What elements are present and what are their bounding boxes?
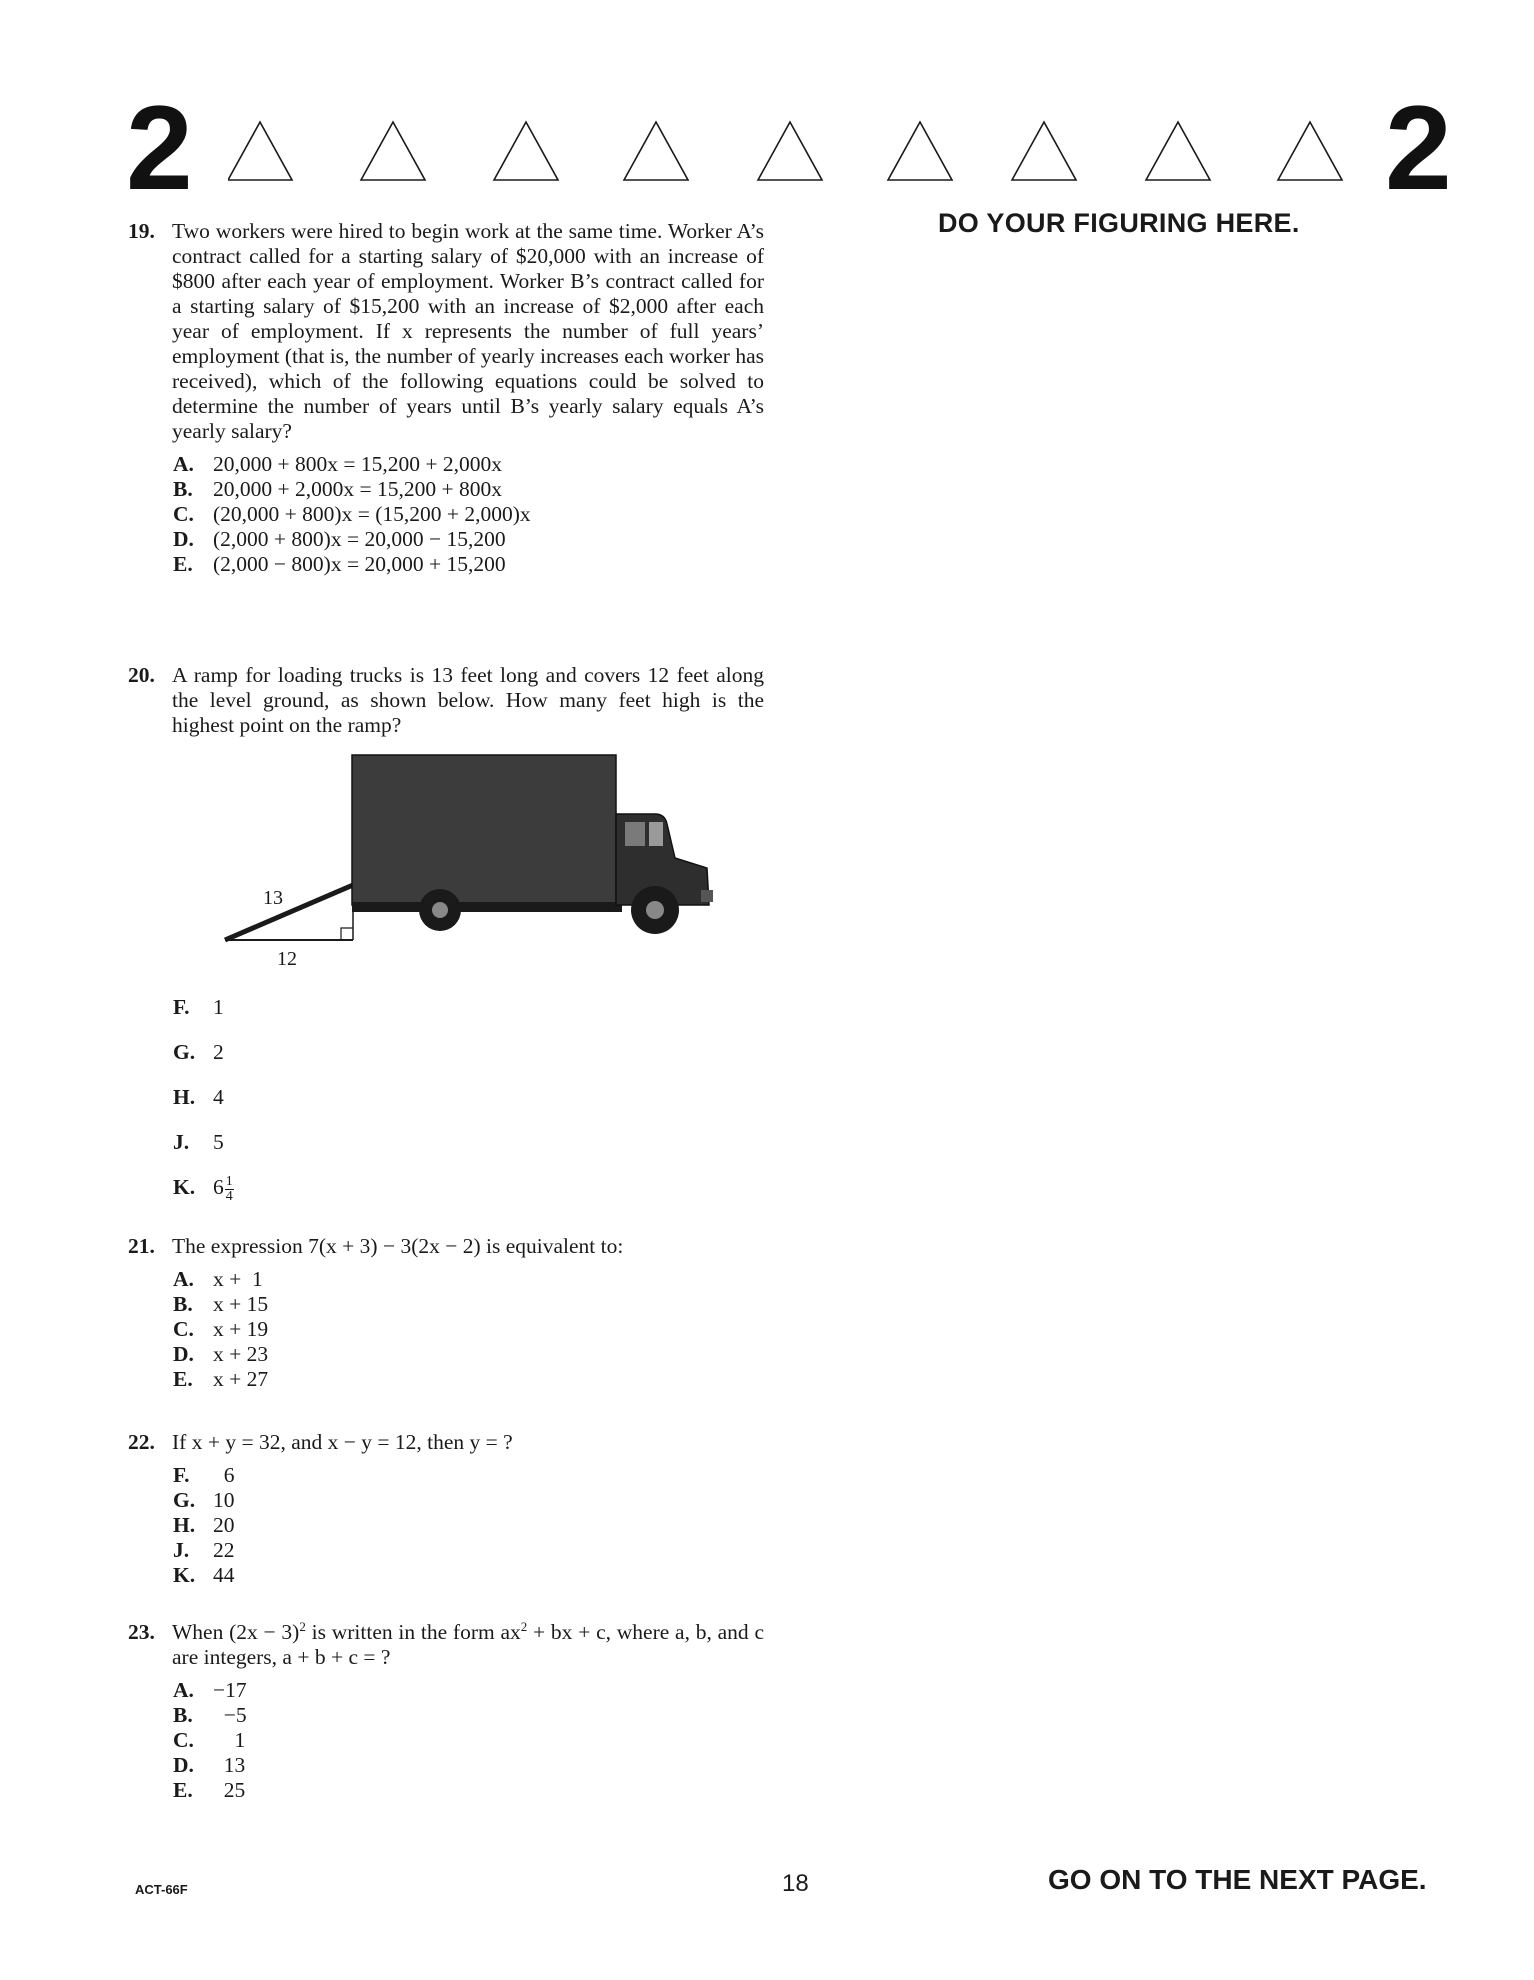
choice-b[interactable]: B. 20,000 + 2,000x = 15,200 + 800x xyxy=(173,477,503,501)
choice-d[interactable]: D. x + 23 xyxy=(173,1342,269,1366)
question-23 xyxy=(128,1620,764,1803)
choice-c[interactable]: C. 1 xyxy=(173,1728,246,1752)
choice-j[interactable]: J. 5 xyxy=(173,1130,224,1154)
choice-f[interactable]: F. 1 xyxy=(173,995,224,1019)
triangle-divider xyxy=(228,118,1358,188)
triangle-icon xyxy=(228,122,292,180)
choice-h[interactable]: H. 20 xyxy=(173,1513,235,1537)
choice-list xyxy=(173,1463,764,1588)
choice-a[interactable]: A. 20,000 + 800x = 15,200 + 2,000x xyxy=(173,452,503,476)
choice-g[interactable]: G. 10 xyxy=(173,1488,235,1512)
choice-d[interactable]: D. (2,000 + 800)x = 20,000 − 15,200 xyxy=(173,527,506,551)
choice-a[interactable]: A. −17 xyxy=(173,1678,247,1702)
triangle-icon xyxy=(1012,122,1076,180)
ramp-length-label: 13 xyxy=(263,887,283,909)
truck-ramp-figure xyxy=(215,750,715,975)
choice-list xyxy=(173,995,764,1220)
ramp-triangle xyxy=(225,885,353,940)
triangle-icon xyxy=(888,122,952,180)
question-22 xyxy=(128,1430,764,1588)
question-text: A ramp for loading trucks is 13 feet long and covers 12 feet along the level ground, as shown below. How many feet high is the highest point on the ramp? xyxy=(172,663,764,737)
truck-icon xyxy=(352,755,713,934)
question-text: The expression 7(x + 3) − 3(2x − 2) is equivalent to: xyxy=(172,1234,624,1258)
choice-h[interactable]: H. 4 xyxy=(173,1085,224,1109)
section-number-left: 2 xyxy=(126,81,193,215)
ground-length-label: 12 xyxy=(277,948,297,970)
choice-b[interactable]: B. −5 xyxy=(173,1703,247,1727)
triangle-icon xyxy=(1278,122,1342,180)
choice-e[interactable]: E. x + 27 xyxy=(173,1367,269,1391)
choice-g[interactable]: G. 2 xyxy=(173,1040,224,1064)
question-19 xyxy=(128,219,764,577)
choice-list xyxy=(173,452,764,577)
question-text: When $(2x - 3)^2$ is written in the form $ax^2$ + bx + c, where a, b, and c are integers, a + b + c = ? xyxy=(172,1618,764,1669)
next-page-label: GO ON TO THE NEXT PAGE. xyxy=(1048,1864,1427,1895)
question-number: 23. xyxy=(128,1620,155,1644)
form-code: ACT-66F xyxy=(135,1882,188,1897)
triangle-icon xyxy=(361,122,425,180)
figuring-label: DO YOUR FIGURING HERE. xyxy=(938,208,1300,238)
fraction: $\frac{1}{4}$ xyxy=(225,1174,233,1204)
question-20 xyxy=(128,663,764,738)
page-number: 18 xyxy=(782,1870,809,1897)
question-number: 19. xyxy=(128,219,155,243)
choice-e[interactable]: E. (2,000 − 800)x = 20,000 + 15,200 xyxy=(173,552,506,576)
question-number: 20. xyxy=(128,663,155,687)
choice-list xyxy=(173,1267,764,1392)
question-number: 21. xyxy=(128,1234,155,1258)
triangle-icon xyxy=(494,122,558,180)
choice-k[interactable]: K. 44 xyxy=(173,1563,235,1587)
question-number: 22. xyxy=(128,1430,155,1454)
question-20-choices xyxy=(128,995,764,1220)
choice-k[interactable]: K. 6 $\frac{1}{4}$ xyxy=(173,1175,764,1220)
choice-f[interactable]: F. 6 xyxy=(173,1463,235,1487)
choice-e[interactable]: E. 25 xyxy=(173,1778,246,1802)
choice-j[interactable]: J. 22 xyxy=(173,1538,235,1562)
choice-c[interactable]: C. (20,000 + 800)x = (15,200 + 2,000)x xyxy=(173,502,531,526)
question-text: If x + y = 32, and x − y = 12, then y = ? xyxy=(172,1430,513,1454)
section-number-right: 2 xyxy=(1385,81,1452,215)
question-text: Two workers were hired to begin work at the same time. Worker A’s contract called for a starting salary of $20,000 with an increase of $800 after each year of employment. Worker B’s contract called for a starting salary of $15,200 with an increase of $2,000 after each year of employment. If x represents the number of full years’ employment (that is, the number of yearly increases each worker has received), which of the following equations could be solved to determine the number of years until B’s yearly salary equals A’s yearly salary? xyxy=(172,219,764,443)
choice-list xyxy=(173,1678,764,1803)
triangle-icon xyxy=(624,122,688,180)
triangle-icon xyxy=(758,122,822,180)
question-21 xyxy=(128,1234,764,1392)
choice-a[interactable]: A. x + 1 xyxy=(173,1267,263,1291)
choice-d[interactable]: D. 13 xyxy=(173,1753,246,1777)
triangle-icon xyxy=(1146,122,1210,180)
choice-b[interactable]: B. x + 15 xyxy=(173,1292,269,1316)
choice-c[interactable]: C. x + 19 xyxy=(173,1317,269,1341)
